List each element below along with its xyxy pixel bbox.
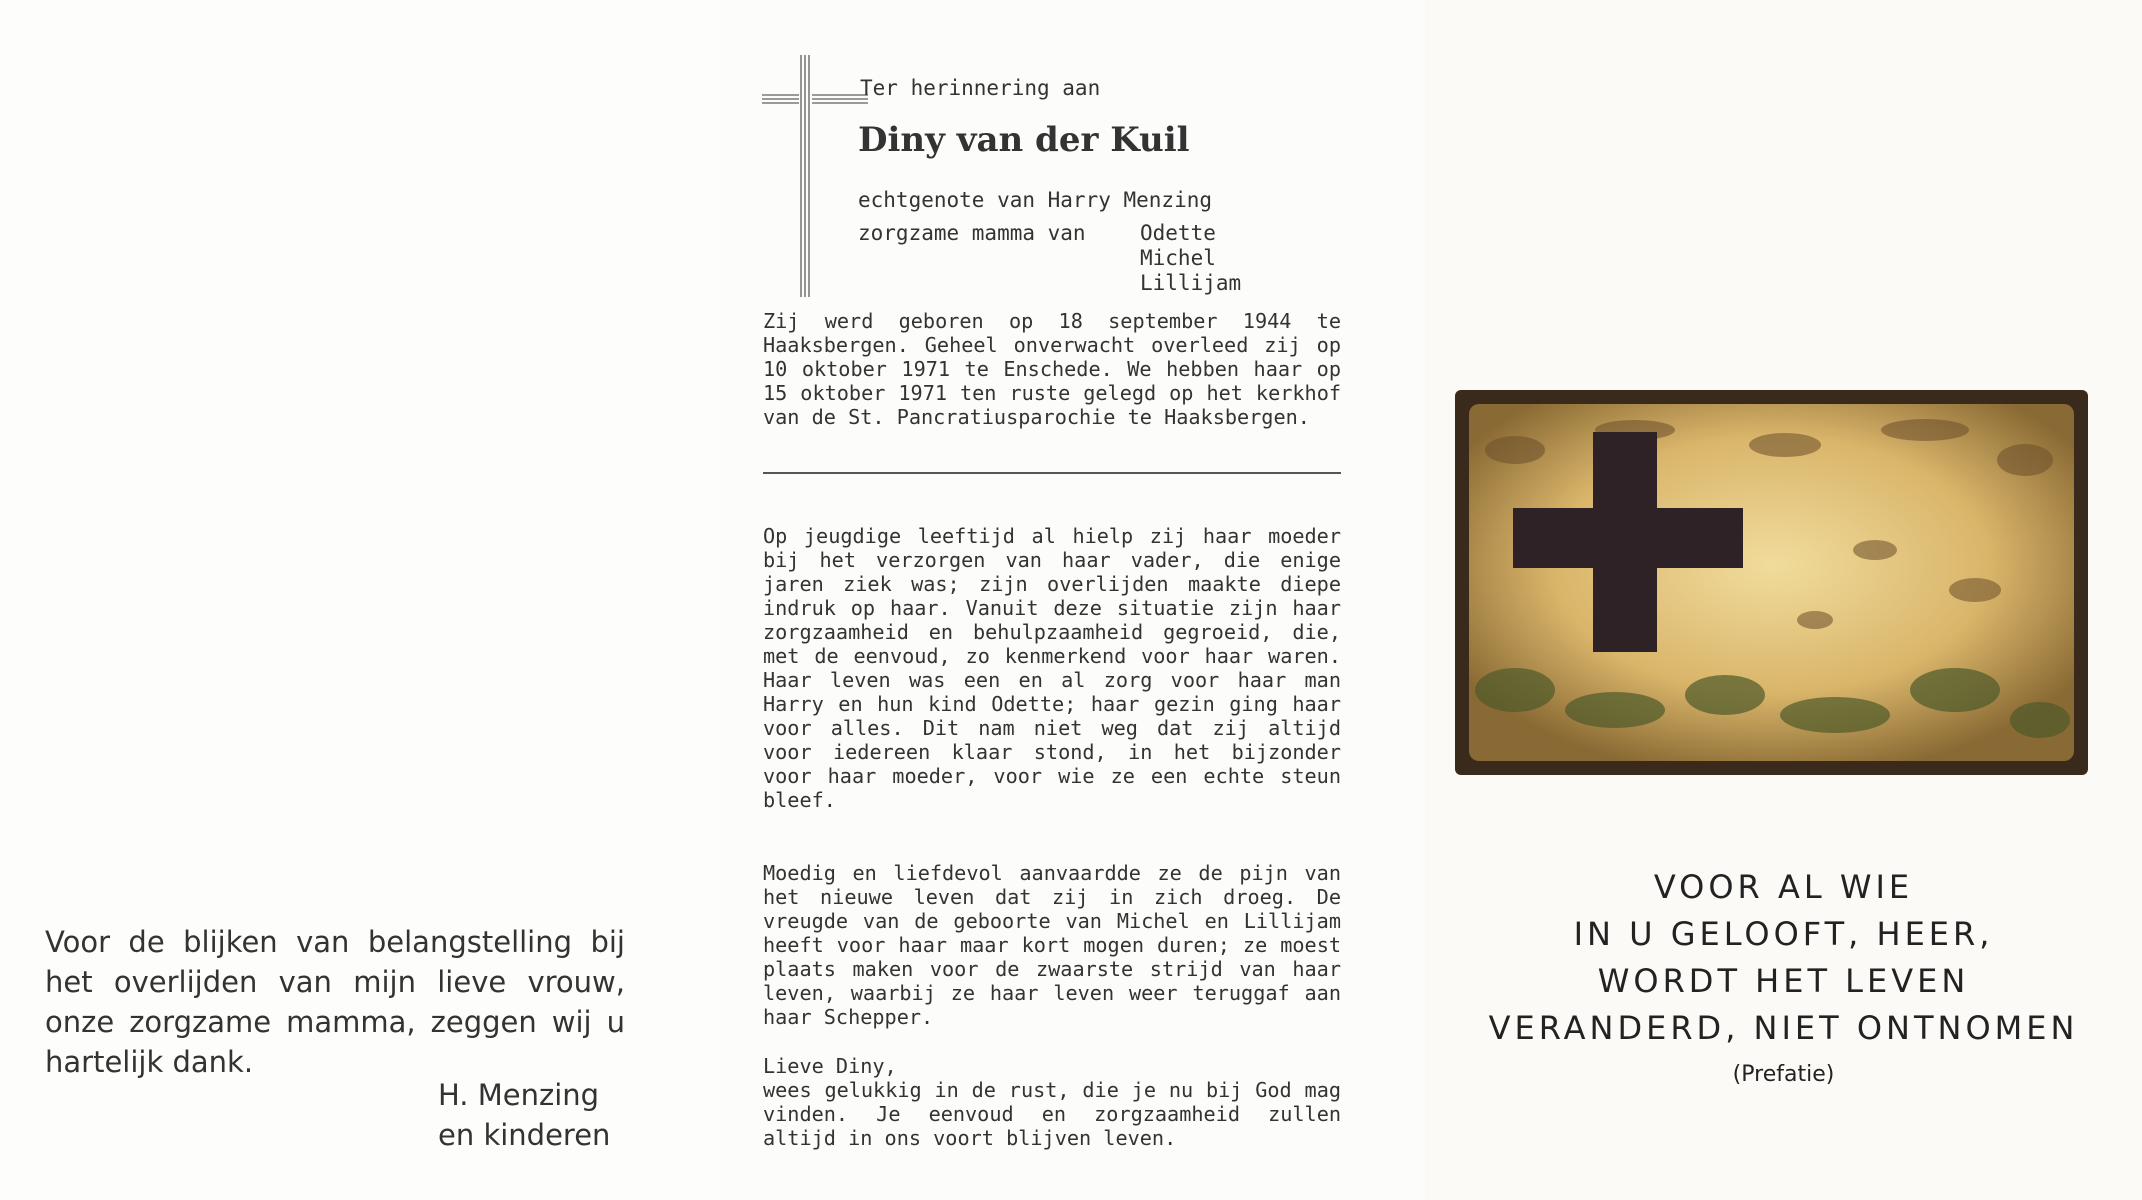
quote-line: VOOR AL WIE [1653, 868, 1914, 906]
spouse-line: echtgenote van Harry Menzing [858, 188, 1213, 212]
closing-text: wees gelukkig in de rust, die je nu bij God mag vinden. Je eenvoud en zorgzaamheid zullen altijd in ons voort blijven leven. [763, 1078, 1341, 1150]
quote-source: (Prefatie) [1732, 1062, 1835, 1087]
story-paragraph-1: Op jeugdige leeftijd al hielp zij haar moeder bij het verzorgen van haar vader, die enige jaren ziek was; zijn overlijden maakte diepe indruk op haar. Vanuit deze situatie zijn haar zorgzaamheid en behulpzaamheid gegroeid, die, met de eenvoud, zo kenmerkend voor haar waren. Haar leven was een en al zorg voor haar man Harry en hun kind Odette; haar gezin ging haar voor alles. Dit nam niet weg dat zij altijd voor iedereen klaar stond, in het bijzonder voor haar moeder, voor wie ze een echte steun bleef. [763, 524, 1341, 812]
cross-picture [1455, 390, 2088, 775]
closing-paragraph [763, 1054, 1341, 1150]
signature-family: en kinderen [438, 1118, 611, 1152]
story-paragraph-2: Moedig en liefdevol aanvaardde ze de pijn van het nieuwe leven dat zij in zich droeg. De vreugde van de geboorte van Michel en Lillijam heeft voor haar maar kort mogen duren; ze moest plaats maken voor de zwaarste strijd van haar leven, waarbij ze haar leven weer teruggaf aan haar Schepper. [763, 861, 1341, 1029]
child-name: Lillijam [1140, 271, 1242, 295]
signature-name: H. Menzing [438, 1078, 600, 1112]
thanks-text: Voor de blijken van belangstelling bij het overlijden van mijn lieve vrouw, onze zorgzame mamma, zeggen wij u hartelijk dank. [45, 925, 625, 1079]
left-panel [0, 0, 720, 1200]
divider [763, 472, 1341, 474]
quote-line: IN U GELOOFT, HEER, [1573, 915, 1994, 953]
right-panel [1425, 0, 2142, 1200]
cross-icon [760, 55, 870, 297]
child-name: Michel [1140, 246, 1216, 270]
signature [438, 1075, 610, 1155]
quote [1425, 864, 2142, 1052]
intro-text: Ter herinnering aan [860, 76, 1101, 100]
child-name: Odette [1140, 221, 1216, 245]
cross-icon [1455, 390, 2088, 775]
bio-paragraph: Zij werd geboren op 18 september 1944 te Haaksbergen. Geheel onverwacht overleed zij op 10 oktober 1971 te Enschede. We hebben haar op 15 oktober 1971 ten ruste gelegd op het kerkhof van de St. Pancratiusparochie te Haaksbergen. [763, 309, 1341, 429]
closing-greeting: Lieve Diny, [763, 1054, 897, 1078]
mother-line: zorgzame mamma van [858, 221, 1086, 245]
children-list [1140, 221, 1241, 296]
quote-line: WORDT HET LEVEN [1597, 962, 1970, 1000]
quote-line: VERANDERD, NIET ONTNOMEN [1488, 1009, 2079, 1047]
deceased-name: Diny van der Kuil [858, 120, 1190, 160]
middle-panel [720, 0, 1425, 1200]
